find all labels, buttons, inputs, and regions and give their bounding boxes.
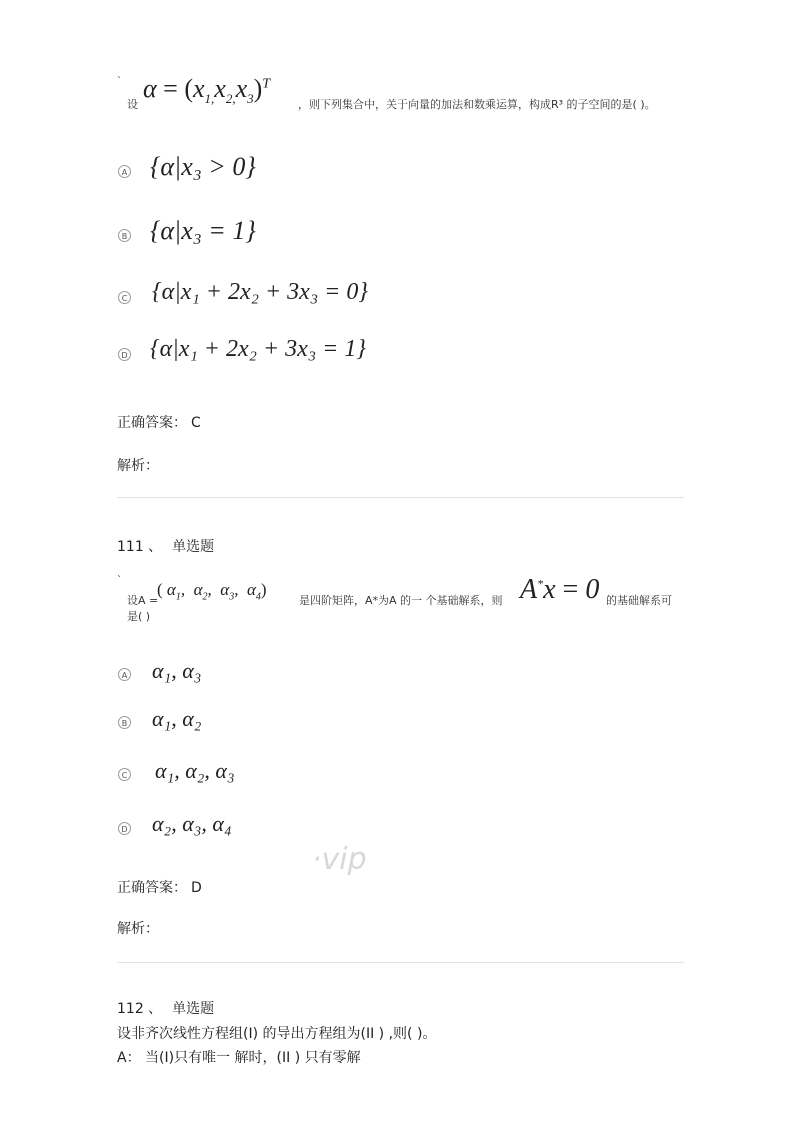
q110-answer: [117, 412, 201, 432]
option-d-radio[interactable]: D: [118, 348, 131, 361]
q110-option-d-formula: {α|x₁ + 2x₂ + 3x₃ = 1}: [150, 336, 366, 362]
answer-label: 正确答案：: [117, 880, 187, 896]
stray-mark: `: [117, 575, 122, 586]
q111-option-c-formula: α₁, α₂, α₃: [155, 758, 235, 783]
divider: [117, 962, 684, 963]
question-type: 单选题: [172, 539, 215, 555]
question-type: 单选题: [172, 1001, 215, 1017]
q111-option-a-formula: α₁, α₃: [152, 658, 202, 683]
q112-header: [117, 998, 214, 1018]
q111-stem-mid: 是四阶矩阵，A*为A 的一 个基础解系，则: [299, 594, 503, 607]
watermark: ·vip: [312, 842, 367, 877]
option-d-radio[interactable]: D: [118, 822, 131, 835]
question-number: 111 、: [117, 539, 163, 555]
q110-option-c-formula: {α|x₁ + 2x₂ + 3x₃ = 0}: [152, 279, 368, 305]
q111-stem-tail: 的基础解系可: [606, 594, 672, 607]
q112-option-a: A： 当(I)只有唯一 解时，(II ) 只有零解: [117, 1050, 361, 1066]
q111-stem-equation: A*x = 0: [520, 574, 600, 605]
q110-option-a-formula: {α|x₃ > 0}: [150, 152, 256, 181]
stray-mark: `: [117, 76, 122, 87]
answer-label: 正确答案：: [117, 415, 187, 431]
q110-analysis-label: 解析：: [117, 458, 159, 474]
q110-stem-prefix: 设: [127, 98, 138, 111]
option-a-radio[interactable]: A: [118, 668, 131, 681]
answer-value: C: [191, 415, 201, 431]
option-b-radio[interactable]: B: [118, 229, 131, 242]
q111-option-d-formula: α₂, α₃, α₄: [152, 811, 232, 836]
q111-answer: [117, 877, 202, 897]
q110-option-b-formula: {α|x₃ = 1}: [150, 216, 256, 245]
option-c-radio[interactable]: C: [118, 291, 131, 304]
option-a-radio[interactable]: A: [118, 165, 131, 178]
q111-option-b-formula: α₁, α₂: [152, 706, 202, 731]
option-c-radio[interactable]: C: [118, 768, 131, 781]
q112-stem: 设非齐次线性方程组(I) 的导出方程组为(II ) ,则( )。: [117, 1026, 437, 1042]
q111-stem-line2: 是( ): [127, 610, 151, 623]
q111-analysis-label: 解析：: [117, 921, 159, 937]
answer-value: D: [191, 880, 202, 896]
q111-stem-matrix: ( $\alpha_1$, $\alpha_2$, $\alpha_3$, $\alpha_4$): [157, 580, 267, 603]
divider: [117, 497, 684, 498]
question-number: 112 、: [117, 1001, 163, 1017]
q111-stem-prefix: 设A =: [127, 594, 159, 607]
q110-stem-formula: $\alpha = (x_{1,}x_{2,}x_3)^T$: [143, 74, 271, 107]
q111-header: [117, 536, 214, 556]
option-b-radio[interactable]: B: [118, 716, 131, 729]
q110-stem-text: ，则下列集合中，关于向量的加法和数乘运算，构成R³ 的子空间的是( )。: [298, 98, 656, 111]
